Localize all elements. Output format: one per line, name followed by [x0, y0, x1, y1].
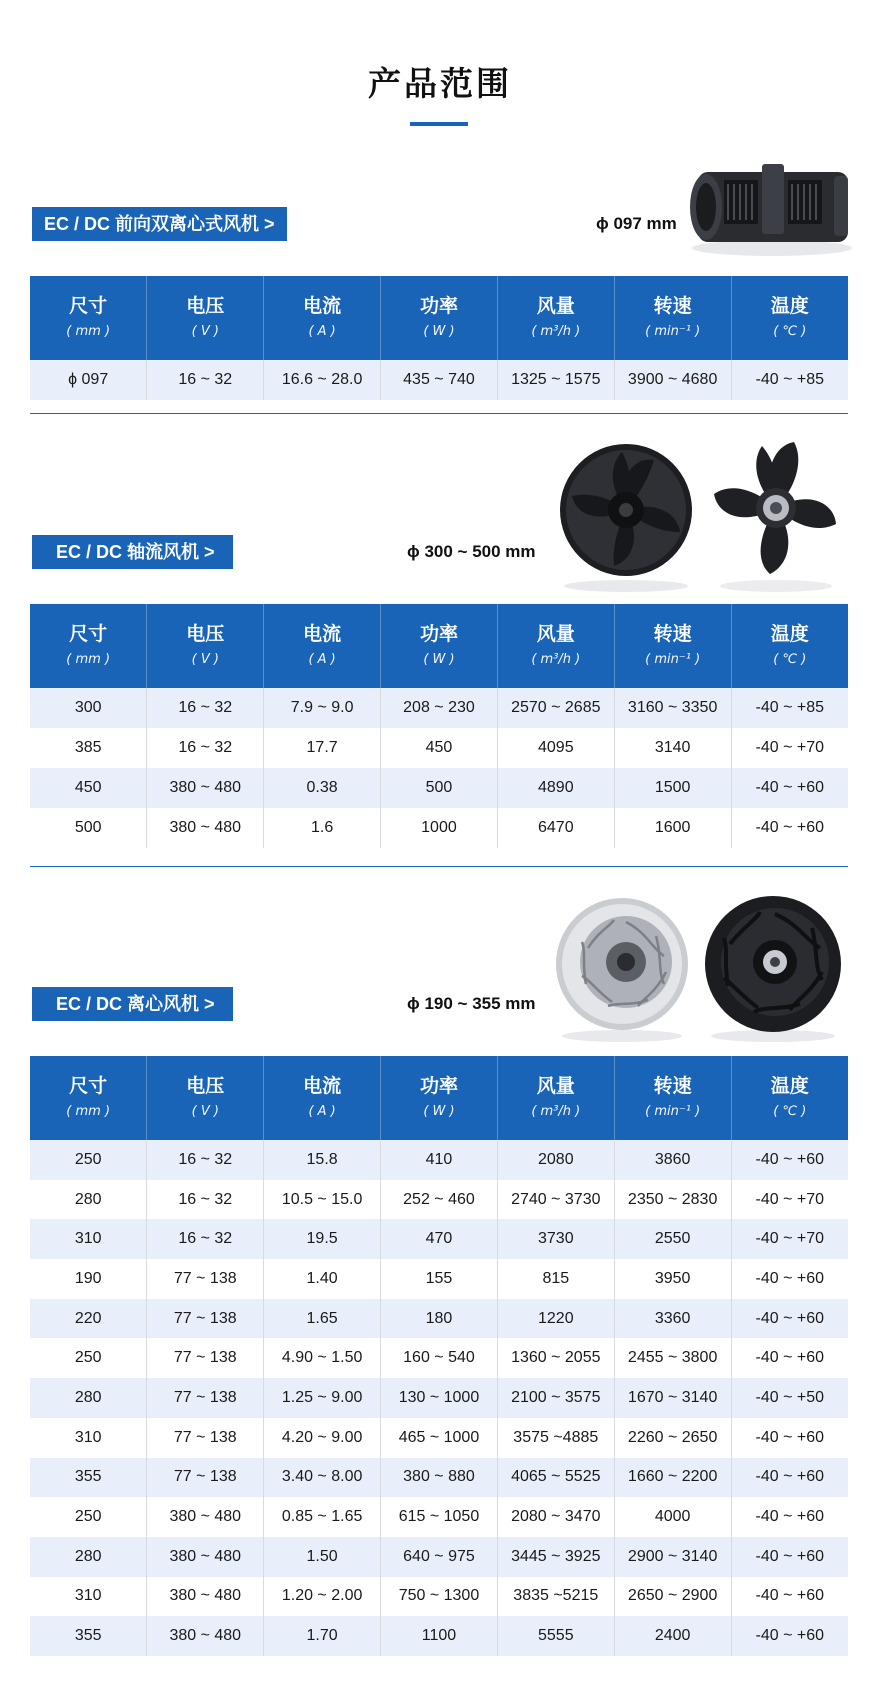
- cell-speed: 2455 ~ 3800: [614, 1338, 731, 1378]
- cell-temperature: -40 ~ +60: [731, 1140, 848, 1180]
- cell-size: 450: [30, 768, 147, 808]
- cell-voltage: 77 ~ 138: [147, 1259, 264, 1299]
- cell-airflow: 1220: [497, 1299, 614, 1339]
- cell-current: 1.70: [264, 1616, 381, 1656]
- col-size: 尺寸 ( mm ): [30, 276, 147, 360]
- cell-size: 355: [30, 1616, 147, 1656]
- cell-current: 10.5 ~ 15.0: [264, 1180, 381, 1220]
- cell-temperature: -40 ~ +60: [731, 1537, 848, 1577]
- cell-airflow: 3575 ~4885: [497, 1418, 614, 1458]
- spec-table-dual-centrifugal: [30, 276, 848, 400]
- cell-airflow: 815: [497, 1259, 614, 1299]
- cell-power: 640 ~ 975: [381, 1537, 498, 1577]
- cell-voltage: 380 ~ 480: [147, 1577, 264, 1617]
- col-size: 尺寸 ( mm ): [30, 1056, 147, 1140]
- col-voltage: 电压 ( V ): [147, 276, 264, 360]
- cell-power: 380 ~ 880: [381, 1458, 498, 1498]
- cell-power: 615 ~ 1050: [381, 1497, 498, 1537]
- section-tag-centrifugal[interactable]: EC / DC 离心风机 >: [32, 987, 233, 1021]
- cell-power: 130 ~ 1000: [381, 1378, 498, 1418]
- cell-temperature: -40 ~ +85: [731, 360, 848, 400]
- cell-current: 1.65: [264, 1299, 381, 1339]
- cell-airflow: 3835 ~5215: [497, 1577, 614, 1617]
- title-underline: [410, 122, 468, 126]
- dual-centrifugal-fan-image: [684, 150, 854, 260]
- table-row: [30, 1180, 848, 1220]
- cell-airflow: 3730: [497, 1219, 614, 1259]
- table-header-row: [30, 276, 848, 360]
- table-header-row: [30, 1056, 848, 1140]
- cell-voltage: 77 ~ 138: [147, 1458, 264, 1498]
- cell-speed: 1670 ~ 3140: [614, 1378, 731, 1418]
- cell-speed: 3900 ~ 4680: [614, 360, 731, 400]
- cell-size: 385: [30, 728, 147, 768]
- cell-speed: 1500: [614, 768, 731, 808]
- cell-voltage: 380 ~ 480: [147, 1537, 264, 1577]
- cell-temperature: -40 ~ +60: [731, 1338, 848, 1378]
- cell-power: 470: [381, 1219, 498, 1259]
- cell-current: 16.6 ~ 28.0: [264, 360, 381, 400]
- cell-voltage: 16 ~ 32: [147, 360, 264, 400]
- spec-table-centrifugal: [30, 1056, 848, 1656]
- col-temperature: 温度 ( ℃ ): [731, 276, 848, 360]
- axial-fan-black-image: [556, 436, 696, 594]
- cell-speed: 1660 ~ 2200: [614, 1458, 731, 1498]
- table-row: [30, 1537, 848, 1577]
- col-speed: 转速 ( min⁻¹ ): [614, 1056, 731, 1140]
- cell-airflow: 4890: [497, 768, 614, 808]
- table-row: [30, 728, 848, 768]
- cell-power: 180: [381, 1299, 498, 1339]
- cell-speed: 2650 ~ 2900: [614, 1577, 731, 1617]
- section-divider: [30, 413, 848, 414]
- table-row: [30, 1299, 848, 1339]
- cell-power: 252 ~ 460: [381, 1180, 498, 1220]
- table-row: [30, 1458, 848, 1498]
- cell-size: 500: [30, 808, 147, 848]
- cell-size: 300: [30, 688, 147, 728]
- cell-voltage: 380 ~ 480: [147, 768, 264, 808]
- table-row: [30, 1140, 848, 1180]
- cell-power: 160 ~ 540: [381, 1338, 498, 1378]
- page-title: 产品范围: [368, 64, 512, 103]
- cell-temperature: -40 ~ +60: [731, 808, 848, 848]
- cell-speed: 2260 ~ 2650: [614, 1418, 731, 1458]
- table-row: [30, 1259, 848, 1299]
- cell-temperature: -40 ~ +85: [731, 688, 848, 728]
- cell-size: 310: [30, 1219, 147, 1259]
- section-divider: [30, 866, 848, 867]
- size-label-centrifugal: ϕ 190 ~ 355 mm: [407, 994, 536, 1013]
- col-airflow: 风量 ( m³/h ): [497, 276, 614, 360]
- section-tag-axial[interactable]: EC / DC 轴流风机 >: [32, 535, 233, 569]
- cell-airflow: 1325 ~ 1575: [497, 360, 614, 400]
- table-row: [30, 360, 848, 400]
- cell-power: 450: [381, 728, 498, 768]
- cell-power: 208 ~ 230: [381, 688, 498, 728]
- cell-temperature: -40 ~ +60: [731, 768, 848, 808]
- col-speed: 转速 ( min⁻¹ ): [614, 604, 731, 688]
- cell-power: 465 ~ 1000: [381, 1418, 498, 1458]
- centrifugal-fan-black-image: [700, 892, 846, 1044]
- table-row: [30, 1338, 848, 1378]
- cell-speed: 3140: [614, 728, 731, 768]
- col-temperature: 温度 ( ℃ ): [731, 604, 848, 688]
- table-row: [30, 1577, 848, 1617]
- cell-temperature: -40 ~ +60: [731, 1299, 848, 1339]
- cell-power: 1000: [381, 808, 498, 848]
- cell-airflow: 3445 ~ 3925: [497, 1537, 614, 1577]
- cell-power: 750 ~ 1300: [381, 1577, 498, 1617]
- cell-current: 15.8: [264, 1140, 381, 1180]
- cell-size: 250: [30, 1338, 147, 1378]
- cell-speed: 1600: [614, 808, 731, 848]
- cell-temperature: -40 ~ +70: [731, 728, 848, 768]
- col-airflow: 风量 ( m³/h ): [497, 1056, 614, 1140]
- cell-voltage: 16 ~ 32: [147, 1219, 264, 1259]
- cell-airflow: 2100 ~ 3575: [497, 1378, 614, 1418]
- col-power: 功率 ( W ): [381, 276, 498, 360]
- cell-current: 1.6: [264, 808, 381, 848]
- cell-temperature: -40 ~ +60: [731, 1577, 848, 1617]
- cell-current: 7.9 ~ 9.0: [264, 688, 381, 728]
- col-speed: 转速 ( min⁻¹ ): [614, 276, 731, 360]
- cell-speed: 2550: [614, 1219, 731, 1259]
- cell-voltage: 16 ~ 32: [147, 1140, 264, 1180]
- spec-table-axial: [30, 604, 848, 848]
- cell-voltage: 77 ~ 138: [147, 1378, 264, 1418]
- table-row: [30, 1219, 848, 1259]
- cell-power: 1100: [381, 1616, 498, 1656]
- cell-current: 0.85 ~ 1.65: [264, 1497, 381, 1537]
- col-current: 电流 ( A ): [264, 276, 381, 360]
- cell-temperature: -40 ~ +60: [731, 1259, 848, 1299]
- cell-power: 410: [381, 1140, 498, 1180]
- cell-speed: 3860: [614, 1140, 731, 1180]
- cell-size: 250: [30, 1497, 147, 1537]
- cell-current: 4.20 ~ 9.00: [264, 1418, 381, 1458]
- cell-speed: 2400: [614, 1616, 731, 1656]
- col-voltage: 电压 ( V ): [147, 1056, 264, 1140]
- cell-temperature: -40 ~ +70: [731, 1219, 848, 1259]
- cell-size: 280: [30, 1378, 147, 1418]
- col-current: 电流 ( A ): [264, 1056, 381, 1140]
- centrifugal-fan-silver-image: [552, 892, 692, 1044]
- cell-current: 19.5: [264, 1219, 381, 1259]
- cell-current: 0.38: [264, 768, 381, 808]
- cell-current: 1.50: [264, 1537, 381, 1577]
- cell-voltage: 380 ~ 480: [147, 1497, 264, 1537]
- cell-power: 500: [381, 768, 498, 808]
- size-label-dual-centrifugal: ϕ 097 mm: [596, 214, 677, 233]
- cell-speed: 2900 ~ 3140: [614, 1537, 731, 1577]
- cell-airflow: 2080: [497, 1140, 614, 1180]
- table-header-row: [30, 604, 848, 688]
- cell-voltage: 16 ~ 32: [147, 1180, 264, 1220]
- cell-size: ϕ 097: [30, 360, 147, 400]
- cell-size: 190: [30, 1259, 147, 1299]
- cell-airflow: 5555: [497, 1616, 614, 1656]
- cell-airflow: 2570 ~ 2685: [497, 688, 614, 728]
- cell-airflow: 4065 ~ 5525: [497, 1458, 614, 1498]
- cell-voltage: 16 ~ 32: [147, 688, 264, 728]
- cell-voltage: 380 ~ 480: [147, 808, 264, 848]
- cell-size: 250: [30, 1140, 147, 1180]
- cell-current: 4.90 ~ 1.50: [264, 1338, 381, 1378]
- cell-power: 435 ~ 740: [381, 360, 498, 400]
- table-row: [30, 768, 848, 808]
- cell-voltage: 16 ~ 32: [147, 728, 264, 768]
- cell-current: 1.25 ~ 9.00: [264, 1378, 381, 1418]
- cell-airflow: 1360 ~ 2055: [497, 1338, 614, 1378]
- cell-size: 280: [30, 1180, 147, 1220]
- col-voltage: 电压 ( V ): [147, 604, 264, 688]
- col-size: 尺寸 ( mm ): [30, 604, 147, 688]
- cell-voltage: 77 ~ 138: [147, 1299, 264, 1339]
- cell-speed: 2350 ~ 2830: [614, 1180, 731, 1220]
- cell-airflow: 6470: [497, 808, 614, 848]
- col-current: 电流 ( A ): [264, 604, 381, 688]
- cell-temperature: -40 ~ +60: [731, 1418, 848, 1458]
- cell-size: 280: [30, 1537, 147, 1577]
- cell-voltage: 77 ~ 138: [147, 1338, 264, 1378]
- cell-speed: 3160 ~ 3350: [614, 688, 731, 728]
- axial-fan-blades-image: [710, 436, 842, 594]
- table-row: [30, 1378, 848, 1418]
- cell-size: 355: [30, 1458, 147, 1498]
- cell-speed: 3950: [614, 1259, 731, 1299]
- cell-voltage: 380 ~ 480: [147, 1616, 264, 1656]
- col-power: 功率 ( W ): [381, 604, 498, 688]
- cell-power: 155: [381, 1259, 498, 1299]
- cell-size: 310: [30, 1418, 147, 1458]
- cell-airflow: 2080 ~ 3470: [497, 1497, 614, 1537]
- cell-current: 3.40 ~ 8.00: [264, 1458, 381, 1498]
- cell-airflow: 4095: [497, 728, 614, 768]
- table-row: [30, 688, 848, 728]
- size-label-axial: ϕ 300 ~ 500 mm: [407, 542, 536, 561]
- cell-temperature: -40 ~ +60: [731, 1458, 848, 1498]
- col-power: 功率 ( W ): [381, 1056, 498, 1140]
- cell-temperature: -40 ~ +60: [731, 1616, 848, 1656]
- cell-speed: 3360: [614, 1299, 731, 1339]
- col-temperature: 温度 ( ℃ ): [731, 1056, 848, 1140]
- cell-speed: 4000: [614, 1497, 731, 1537]
- cell-temperature: -40 ~ +70: [731, 1180, 848, 1220]
- cell-current: 1.20 ~ 2.00: [264, 1577, 381, 1617]
- cell-size: 220: [30, 1299, 147, 1339]
- cell-current: 17.7: [264, 728, 381, 768]
- cell-size: 310: [30, 1577, 147, 1617]
- cell-voltage: 77 ~ 138: [147, 1418, 264, 1458]
- table-row: [30, 1616, 848, 1656]
- col-airflow: 风量 ( m³/h ): [497, 604, 614, 688]
- cell-current: 1.40: [264, 1259, 381, 1299]
- section-tag-dual-centrifugal[interactable]: EC / DC 前向双离心式风机 >: [32, 207, 287, 241]
- cell-temperature: -40 ~ +50: [731, 1378, 848, 1418]
- table-row: [30, 1497, 848, 1537]
- table-row: [30, 808, 848, 848]
- table-row: [30, 1418, 848, 1458]
- cell-temperature: -40 ~ +60: [731, 1497, 848, 1537]
- cell-airflow: 2740 ~ 3730: [497, 1180, 614, 1220]
